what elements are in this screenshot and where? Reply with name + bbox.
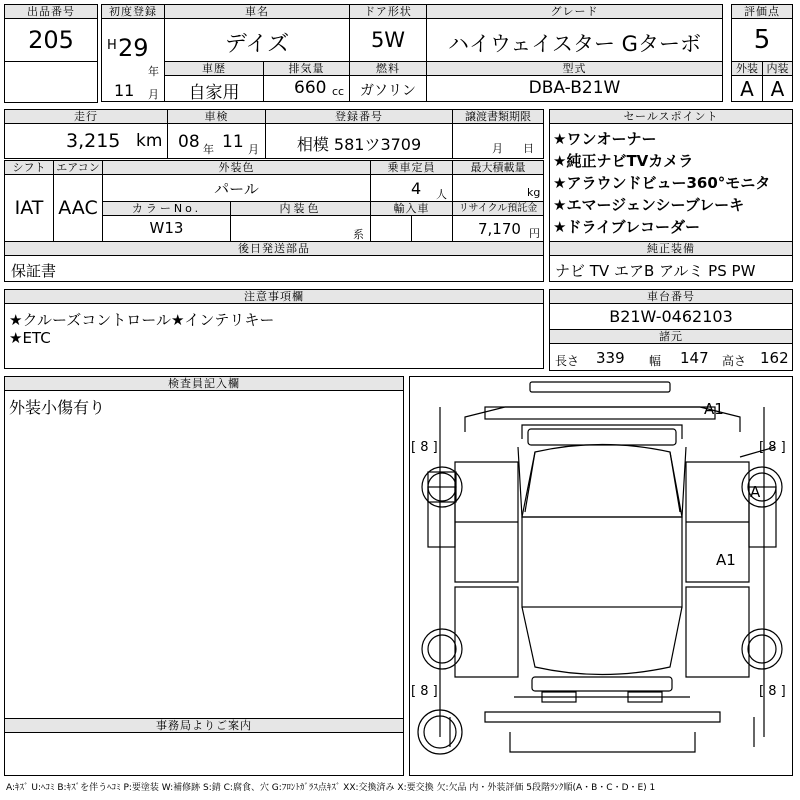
office-label: 事務局よりご案内 xyxy=(4,718,404,733)
car-outline xyxy=(410,377,794,777)
exterior-grade: A xyxy=(740,77,754,101)
interior-color-label: 内装色 xyxy=(230,201,371,216)
car-diagram xyxy=(409,376,793,776)
notes-line: ★ETC xyxy=(9,329,51,347)
color-no: W13 xyxy=(149,219,184,237)
month-unit: 月 xyxy=(148,88,159,101)
mileage: 3,215 xyxy=(66,130,121,152)
ac-label: エアコン xyxy=(53,160,103,175)
interior-color-unit: 系 xyxy=(353,228,364,241)
damage-a-right: A xyxy=(750,483,761,501)
inspection-label: 車検 xyxy=(167,109,266,124)
width-label: 幅 xyxy=(649,354,662,368)
exterior-label: 外装 xyxy=(731,61,763,76)
capacity: 4 xyxy=(411,179,422,198)
car-name: デイズ xyxy=(224,32,290,57)
length-label: 長さ xyxy=(555,354,580,368)
height: 162 xyxy=(760,349,789,367)
interior-grade: A xyxy=(770,77,785,101)
lot-extra-box xyxy=(4,61,98,103)
score-label: 評価点 xyxy=(731,4,793,19)
sales-point: ★純正ナビTVカメラ xyxy=(553,152,694,170)
capacity-label: 乗車定員 xyxy=(370,160,453,175)
dims-label: 諸元 xyxy=(549,329,793,344)
lot-label: 出品番号 xyxy=(4,4,98,19)
notes-label: 注意事項欄 xyxy=(4,289,544,304)
recycle-label: リサイクル預託金 xyxy=(452,201,544,216)
color: パール xyxy=(214,180,259,198)
inspector-box xyxy=(4,376,404,719)
first-reg-month: 11 xyxy=(114,81,135,100)
door-type: 5W xyxy=(370,28,406,52)
damage-a1-top: A1 xyxy=(704,400,724,418)
sales-point: ★ワンオーナー xyxy=(553,130,657,148)
grade-label: グレード xyxy=(426,4,723,19)
fuel-label: 燃料 xyxy=(349,61,427,76)
chassis: B21W-0462103 xyxy=(609,307,733,326)
displacement-label: 排気量 xyxy=(263,61,350,76)
recycle-unit: 円 xyxy=(529,227,540,240)
transfer-day-unit: 日 xyxy=(523,142,534,155)
tread-tag-rr: [ 8 ] xyxy=(759,684,786,699)
recycle: 7,170 xyxy=(478,220,521,238)
interior-color-box xyxy=(230,215,371,242)
inspector-label: 検査員記入欄 xyxy=(4,376,404,391)
import-box-a xyxy=(370,215,412,242)
first-reg-label: 初度登録 xyxy=(101,4,165,19)
sales-points-label: セールスポイント xyxy=(549,109,793,124)
mileage-unit: km xyxy=(136,131,163,151)
footer-legend: A:ｷｽﾞ U:ﾍｺﾐ B:ｷｽﾞを伴うﾍｺﾐ P:要塗装 W:補修跡 S:錆 C:腐食、穴 G:ﾌﾛﾝﾄｶﾞﾗｽ点ｷｽﾞ XX:交換済み X:要交換 欠:欠品 内・外装評価 5段階ﾗﾝｸ順(A・B・C・D・E) 1 xyxy=(6,783,656,793)
sales-point: ★ドライブレコーダー xyxy=(553,218,700,236)
history-label: 車歴 xyxy=(164,61,264,76)
import-label: 輸入車 xyxy=(370,201,453,216)
score: 5 xyxy=(753,25,771,55)
tread-tag-fr: [ 8 ] xyxy=(759,440,786,455)
grade: ハイウェイスター Gターボ xyxy=(448,32,701,56)
length: 339 xyxy=(596,349,625,367)
era: H xyxy=(107,38,117,53)
model-label: 型式 xyxy=(426,61,723,76)
name-label: 車名 xyxy=(164,4,350,19)
sales-point: ★アラウンドビュー360°モニタ xyxy=(553,174,771,192)
lot-number: 205 xyxy=(28,26,74,54)
displacement-unit: cc xyxy=(332,85,345,98)
history: 自家用 xyxy=(188,83,240,103)
import-box-b xyxy=(411,215,453,242)
shift-label: シフト xyxy=(4,160,54,175)
door-label: ドア形状 xyxy=(349,4,427,19)
displacement: 660 xyxy=(294,78,327,98)
color-no-label: カラーNo. xyxy=(102,201,231,216)
mileage-label: 走行 xyxy=(4,109,168,124)
capacity-unit: 人 xyxy=(436,188,447,201)
transfer-month-unit: 月 xyxy=(492,142,503,155)
later-label: 後日発送部品 xyxy=(4,241,544,256)
height-label: 高さ xyxy=(722,354,747,368)
model: DBA-B21W xyxy=(528,78,621,98)
inspection-year: 08 xyxy=(178,132,200,152)
ac: AAC xyxy=(58,197,98,219)
plate: 相模 581ツ3709 xyxy=(296,135,422,154)
load-label: 最大積載量 xyxy=(452,160,544,175)
plate-label: 登録番号 xyxy=(265,109,453,124)
inspector-text: 外装小傷有り xyxy=(9,398,106,417)
tread-tag-fl: [ 8 ] xyxy=(411,440,438,455)
later-box xyxy=(4,255,544,282)
fuel: ガソリン xyxy=(360,83,416,99)
year-unit: 年 xyxy=(148,65,159,78)
width: 147 xyxy=(680,349,709,367)
first-reg-year: 29 xyxy=(118,34,149,62)
load-unit: kg xyxy=(527,186,541,199)
color-label: 外装色 xyxy=(102,160,371,175)
equipment: ナビ TV エアB アルミ PS PW xyxy=(555,262,756,280)
tread-tag-rl: [ 8 ] xyxy=(411,684,438,699)
sales-point: ★エマージェンシーブレーキ xyxy=(553,196,745,214)
damage-a1-side: A1 xyxy=(716,551,736,569)
shift: IAT xyxy=(14,197,44,219)
inspection-year-unit: 年 xyxy=(203,143,214,156)
notes-line: ★クルーズコントロール★インテリキー xyxy=(9,311,275,329)
inspection-month: 11 xyxy=(222,132,244,152)
chassis-label: 車台番号 xyxy=(549,289,793,304)
inspection-month-unit: 月 xyxy=(248,143,259,156)
interior-label: 内装 xyxy=(762,61,793,76)
equipment-label: 純正装備 xyxy=(549,241,793,256)
dims-box xyxy=(549,343,793,371)
later: 保証書 xyxy=(11,262,57,280)
transfer-label: 譲渡書類期限 xyxy=(452,109,544,124)
